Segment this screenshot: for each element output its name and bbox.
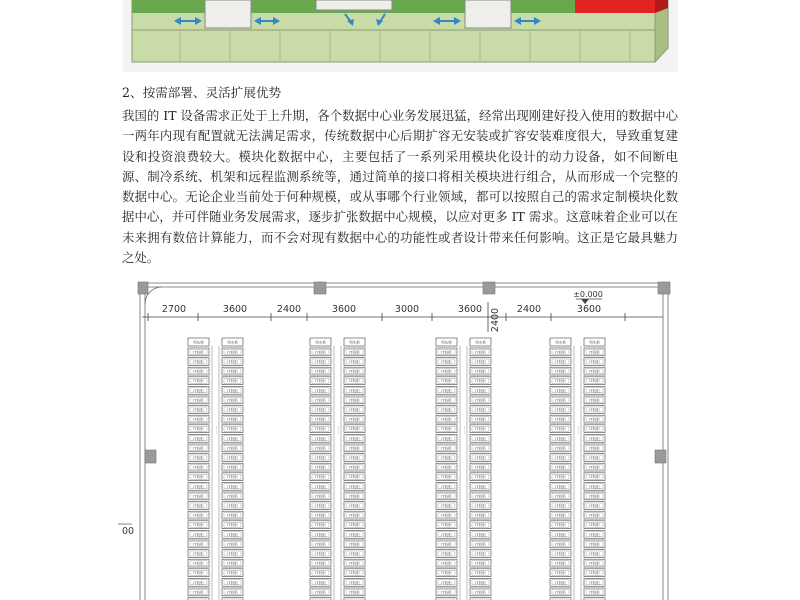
rack-label: IT机柜 (349, 523, 360, 528)
rack-label: IT机柜 (441, 379, 452, 384)
rack-header-label: 列头柜 (193, 340, 204, 345)
rack-label: IT机柜 (475, 532, 486, 537)
rack-label: IT机柜 (227, 436, 238, 441)
rack-label: IT机柜 (441, 504, 452, 508)
rack-label: IT机柜 (315, 465, 326, 470)
rack-label: IT机柜 (227, 494, 238, 499)
rack-label: IT机柜 (227, 417, 238, 422)
rack-label: IT机柜 (441, 417, 452, 422)
section-paragraph: 我国的 IT 设备需求正处于上升期，各个数据中心业务发展迅猛，经常出现刚建好投入使用的数据中心一两年内现有配置就无法满足需求，传统数据中心后期扩容无安装或扩容安装难度很大，导致重复建设和投资浪费较大。模块化数据中心，主要包括了一系列采用模块化设计的动力设备，如不间断电源、制冷系统、机架和远程监测系统等，通过简单的接口将相关模块进行组合，从而形成一个完整的数据中心。无论企业当前处于何种规模，或从事哪个行业领域，都可以按照自己的需求定制模块化数据中心，并可伴随业务发展需求，逐步扩张数据中心规模，以应对更多 IT 需求。这意味着企业可以在未来拥有数倍计算能力，而不会对现有数据中心的功能性或者设计带来任何影响。这正是它最具魅力之处。 (122, 108, 678, 266)
rack-label: IT机柜 (555, 571, 566, 576)
rack-label: IT机柜 (227, 388, 238, 393)
rack-label: IT机柜 (193, 513, 204, 518)
rack-label: IT机柜 (227, 475, 238, 480)
rack-label: IT机柜 (589, 427, 600, 432)
dimension-label: 2400 (276, 304, 302, 315)
rack-label: IT机柜 (589, 369, 600, 374)
rack-label: IT机柜 (193, 532, 204, 537)
rack-label: IT机柜 (349, 504, 360, 508)
rack-label: IT机柜 (589, 417, 600, 422)
rack-label: IT机柜 (475, 436, 486, 441)
rack-label: IT机柜 (227, 408, 238, 412)
rack-header-label: 列头柜 (315, 340, 326, 345)
rack-label: IT机柜 (349, 398, 360, 403)
rack-label: IT机柜 (441, 494, 452, 499)
aisle-ellipsis: ······· (462, 426, 467, 434)
rack-label: IT机柜 (193, 417, 204, 422)
rack-label: IT机柜 (441, 408, 452, 412)
rack-label: IT机柜 (555, 494, 566, 499)
rack-label: IT机柜 (315, 590, 326, 595)
rack-label: IT机柜 (475, 388, 486, 393)
rack-header-label: 列头柜 (441, 340, 452, 345)
rack-label: IT机柜 (441, 350, 452, 355)
rack-label: IT机柜 (193, 350, 204, 355)
rack-label: IT机柜 (555, 379, 566, 384)
rack-label: IT机柜 (227, 513, 238, 518)
rack-label: IT机柜 (555, 561, 566, 566)
rack-label: IT机柜 (315, 504, 326, 508)
rack-label: IT机柜 (349, 436, 360, 441)
rack-label: IT机柜 (193, 369, 204, 374)
rack-label: IT机柜 (555, 446, 566, 451)
rack-label: IT机柜 (349, 388, 360, 393)
rack-label: IT机柜 (589, 456, 600, 460)
rack-label: IT机柜 (555, 532, 566, 537)
rack-label: IT机柜 (441, 484, 452, 489)
rack-label: IT机柜 (227, 379, 238, 384)
dimension-label: 3600 (222, 304, 248, 315)
rack-label: IT机柜 (589, 552, 600, 556)
rack-label: IT机柜 (193, 484, 204, 489)
rack-label: IT机柜 (589, 465, 600, 470)
rack-label: IT机柜 (589, 360, 600, 364)
rack-label: IT机柜 (441, 456, 452, 460)
dimension-label: 2400 (516, 304, 542, 315)
rack-label: IT机柜 (349, 446, 360, 451)
rack-label: IT机柜 (589, 532, 600, 537)
rack-label: IT机柜 (349, 408, 360, 412)
rack-header-label: 列头柜 (589, 340, 600, 345)
rack-label: IT机柜 (315, 379, 326, 384)
rack-label: IT机柜 (315, 446, 326, 451)
rack-label: IT机柜 (589, 388, 600, 393)
rack-label: IT机柜 (349, 369, 360, 374)
rack-label: IT机柜 (227, 398, 238, 403)
rack-label: IT机柜 (441, 523, 452, 528)
rack-label: IT机柜 (227, 427, 238, 432)
rack-label: IT机柜 (441, 513, 452, 518)
rack-label: IT机柜 (315, 494, 326, 499)
rack-label: IT机柜 (475, 523, 486, 528)
rack-label: IT机柜 (475, 398, 486, 403)
rack-label: IT机柜 (315, 484, 326, 489)
rack-label: IT机柜 (475, 580, 486, 585)
rack-label: IT机柜 (193, 408, 204, 412)
dimension-label: 3600 (576, 304, 602, 315)
rack-label: IT机柜 (227, 504, 238, 508)
rack-label: IT机柜 (193, 427, 204, 432)
rack-label: IT机柜 (193, 436, 204, 441)
rack-label: IT机柜 (315, 552, 326, 556)
rack-label: IT机柜 (315, 513, 326, 518)
rack-label: IT机柜 (555, 504, 566, 508)
rack-label: IT机柜 (193, 504, 204, 508)
rack-label: IT机柜 (315, 398, 326, 403)
rack-label: IT机柜 (589, 571, 600, 576)
aisle-ellipsis: ······· (576, 426, 581, 434)
rack-label: IT机柜 (555, 456, 566, 460)
rack-label: IT机柜 (555, 360, 566, 364)
dimension-label: 3600 (457, 304, 483, 315)
rack-label: IT机柜 (315, 561, 326, 566)
rack-label: IT机柜 (555, 408, 566, 412)
rack-label: IT机柜 (441, 532, 452, 537)
rack-label: IT机柜 (227, 590, 238, 595)
rack-label: IT机柜 (441, 446, 452, 451)
rack-label: IT机柜 (349, 456, 360, 460)
rack-label: IT机柜 (349, 360, 360, 364)
rack-label: IT机柜 (349, 590, 360, 595)
rack-label: IT机柜 (441, 427, 452, 432)
dimension-label: 3000 (394, 304, 420, 315)
rack-label: IT机柜 (555, 580, 566, 585)
rack-label: IT机柜 (227, 580, 238, 585)
aisle-ellipsis: ······· (336, 426, 341, 434)
rack-label: IT机柜 (589, 398, 600, 403)
rack-label: IT机柜 (555, 475, 566, 480)
rack-label: IT机柜 (441, 360, 452, 364)
rack-label: IT机柜 (555, 513, 566, 518)
rack-label: IT机柜 (227, 532, 238, 537)
rack-label: IT机柜 (349, 580, 360, 585)
rack-label: IT机柜 (555, 427, 566, 432)
rack-label: IT机柜 (475, 417, 486, 422)
rack-label: IT机柜 (589, 494, 600, 499)
rack-label: IT机柜 (589, 561, 600, 566)
rack-label: IT机柜 (555, 369, 566, 374)
rack-label: IT机柜 (475, 350, 486, 355)
rack-label: IT机柜 (315, 388, 326, 393)
rack-label: IT机柜 (227, 561, 238, 566)
rack-label: IT机柜 (555, 350, 566, 355)
rack-label: IT机柜 (441, 542, 452, 547)
rack-label: IT机柜 (315, 475, 326, 480)
data-center-airflow-illustration (0, 0, 800, 72)
rack-label: IT机柜 (555, 388, 566, 393)
rack-label: IT机柜 (349, 465, 360, 470)
rack-label: IT机柜 (555, 552, 566, 556)
rack-label: IT机柜 (441, 475, 452, 480)
dimension-label: 3600 (331, 304, 357, 315)
rack-label: IT机柜 (589, 513, 600, 518)
rack-label: IT机柜 (441, 552, 452, 556)
section-heading: 2、按需部署、灵活扩展优势 (122, 85, 282, 100)
rack-label: IT机柜 (441, 388, 452, 393)
rack-label: IT机柜 (475, 484, 486, 489)
rack-label: IT机柜 (475, 590, 486, 595)
rack-label: IT机柜 (555, 417, 566, 422)
article-section (122, 82, 678, 268)
rack-label: IT机柜 (193, 475, 204, 480)
rack-label: IT机柜 (349, 552, 360, 556)
rack-label: IT机柜 (475, 408, 486, 412)
rack-label: IT机柜 (315, 427, 326, 432)
rack-label: IT机柜 (441, 561, 452, 566)
rack-label: IT机柜 (315, 532, 326, 537)
rack-label: IT机柜 (589, 590, 600, 595)
rack-label: IT机柜 (475, 561, 486, 566)
rack-header-label: 列头柜 (349, 340, 360, 345)
rack-label: IT机柜 (475, 456, 486, 460)
rack-label: IT机柜 (349, 427, 360, 432)
rack-label: IT机柜 (349, 513, 360, 518)
rack-label: IT机柜 (349, 475, 360, 480)
floor-plan-drawing (118, 280, 688, 600)
rack-label: IT机柜 (227, 552, 238, 556)
rack-label: IT机柜 (227, 571, 238, 576)
rack-label: IT机柜 (349, 494, 360, 499)
rack-label: IT机柜 (589, 350, 600, 355)
rack-label: IT机柜 (589, 523, 600, 528)
rack-label: IT机柜 (475, 465, 486, 470)
rack-label: IT机柜 (193, 523, 204, 528)
rack-label: IT机柜 (555, 484, 566, 489)
rack-label: IT机柜 (589, 379, 600, 384)
edge-label: 00 (122, 526, 135, 537)
rack-label: IT机柜 (315, 408, 326, 412)
rack-label: IT机柜 (349, 532, 360, 537)
rack-label: IT机柜 (315, 436, 326, 441)
rack-label: IT机柜 (349, 561, 360, 566)
rack-label: IT机柜 (193, 465, 204, 470)
rack-label: IT机柜 (315, 523, 326, 528)
rack-label: IT机柜 (193, 388, 204, 393)
rack-label: IT机柜 (349, 571, 360, 576)
rack-label: IT机柜 (193, 580, 204, 585)
rack-label: IT机柜 (441, 580, 452, 585)
rack-label: IT机柜 (475, 513, 486, 518)
rack-label: IT机柜 (475, 446, 486, 451)
aisle-ellipsis: ······· (214, 426, 219, 434)
rack-label: IT机柜 (555, 398, 566, 403)
rack-label: IT机柜 (349, 542, 360, 547)
rack-label: IT机柜 (475, 379, 486, 384)
rack-label: IT机柜 (193, 590, 204, 595)
rack-label: IT机柜 (227, 484, 238, 489)
rack-label: IT机柜 (441, 465, 452, 470)
rack-label: IT机柜 (475, 504, 486, 508)
rack-label: IT机柜 (441, 436, 452, 441)
rack-label: IT机柜 (227, 446, 238, 451)
rack-label: IT机柜 (193, 360, 204, 364)
rack-label: IT机柜 (475, 369, 486, 374)
rack-label: IT机柜 (349, 417, 360, 422)
rack-label: IT机柜 (475, 427, 486, 432)
rack-label: IT机柜 (349, 484, 360, 489)
rack-label: IT机柜 (589, 446, 600, 451)
rack-label: IT机柜 (475, 552, 486, 556)
rack-label: IT机柜 (555, 542, 566, 547)
rack-label: IT机柜 (589, 408, 600, 412)
rack-label: IT机柜 (475, 475, 486, 480)
rack-label: IT机柜 (315, 456, 326, 460)
rack-label: IT机柜 (475, 494, 486, 499)
rack-label: IT机柜 (441, 590, 452, 595)
rack-label: IT机柜 (193, 456, 204, 460)
rack-label: IT机柜 (475, 542, 486, 547)
rack-label: IT机柜 (193, 542, 204, 547)
rack-label: IT机柜 (193, 398, 204, 403)
rack-label: IT机柜 (315, 580, 326, 585)
rack-label: IT机柜 (589, 542, 600, 547)
rack-label: IT机柜 (589, 436, 600, 441)
rack-label: IT机柜 (315, 369, 326, 374)
rack-label: IT机柜 (589, 580, 600, 585)
rack-label: IT机柜 (441, 571, 452, 576)
rack-label: IT机柜 (315, 571, 326, 576)
rack-label: IT机柜 (555, 590, 566, 595)
dimension-label: 2700 (161, 304, 187, 315)
rack-header-label: 列头柜 (475, 340, 486, 345)
rack-label: IT机柜 (193, 561, 204, 566)
rack-label: IT机柜 (227, 465, 238, 470)
rack-label: IT机柜 (555, 465, 566, 470)
rack-label: IT机柜 (315, 360, 326, 364)
rack-label: IT机柜 (441, 369, 452, 374)
rack-label: IT机柜 (193, 571, 204, 576)
rack-label: IT机柜 (227, 369, 238, 374)
rack-label: IT机柜 (227, 523, 238, 528)
rack-label: IT机柜 (193, 494, 204, 499)
rack-label: IT机柜 (475, 360, 486, 364)
vertical-dimension-label: 2400 (490, 307, 501, 333)
elevation-label: ±0.000 (573, 290, 603, 299)
rack-label: IT机柜 (349, 350, 360, 355)
rack-label: IT机柜 (315, 417, 326, 422)
rack-header-label: 列头柜 (227, 340, 238, 345)
rack-label: IT机柜 (441, 398, 452, 403)
rack-label: IT机柜 (349, 379, 360, 384)
rack-label: IT机柜 (589, 484, 600, 489)
rack-label: IT机柜 (315, 542, 326, 547)
rack-label: IT机柜 (589, 475, 600, 480)
rack-label: IT机柜 (315, 350, 326, 355)
rack-label: IT机柜 (193, 552, 204, 556)
rack-label: IT机柜 (227, 542, 238, 547)
rack-label: IT机柜 (227, 360, 238, 364)
rack-label: IT机柜 (555, 436, 566, 441)
rack-label: IT机柜 (555, 523, 566, 528)
rack-label: IT机柜 (193, 379, 204, 384)
rack-label: IT机柜 (193, 446, 204, 451)
rack-label: IT机柜 (475, 571, 486, 576)
rack-label: IT机柜 (227, 456, 238, 460)
rack-label: IT机柜 (227, 350, 238, 355)
rack-label: IT机柜 (589, 504, 600, 508)
rack-header-label: 列头柜 (555, 340, 566, 345)
